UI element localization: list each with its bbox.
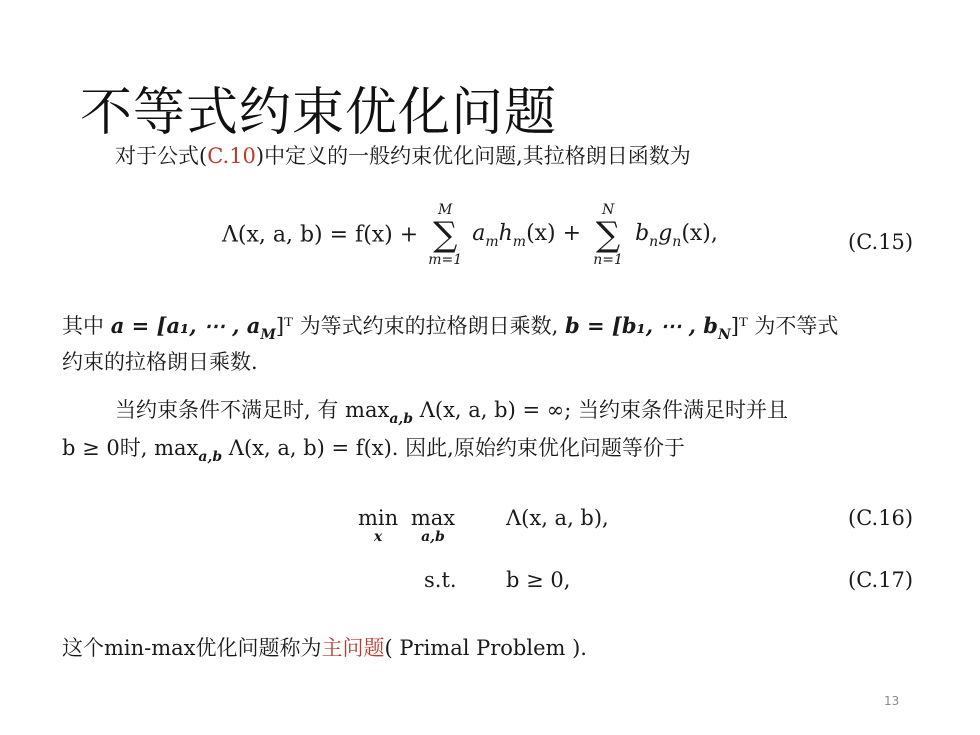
equation-c16 (358, 506, 455, 546)
equation-number-c15: (C.15) (848, 230, 914, 254)
equation-number-c16: (C.16) (848, 506, 914, 530)
intro-paragraph (115, 138, 691, 174)
sum-symbol-n: N ∑ n=1 (593, 202, 623, 268)
min-operator: min x (358, 506, 399, 545)
eq15-term2: $b_ng_n(x)$, (635, 220, 718, 250)
vector-a: a = [a₁, ⋯ , $a_M$ (110, 313, 276, 343)
primal-problem-term: 主问题 (321, 636, 385, 660)
page-number: 13 (884, 694, 900, 708)
eq17-expression: b ≥ 0, (506, 568, 571, 592)
eq15-lhs: Λ(x, a, b) = f(x) + (222, 222, 419, 248)
eq16-expression: Λ(x, a, b), (506, 506, 609, 530)
sum-symbol-m: M ∑ m=1 (428, 202, 463, 268)
eq15-term1: $a_mh_m(x)$ + (472, 220, 582, 250)
conclusion-paragraph: 这个min-max优化问题称为主问题( Primal Problem ). (62, 636, 587, 660)
max-operator: max a,b (410, 506, 456, 545)
equation-reference-link[interactable]: C.10 (207, 144, 256, 168)
multiplier-paragraph-line2: 约束的拉格朗日乘数. (62, 350, 258, 374)
subject-to-label: s.t. (424, 568, 457, 592)
intro-after: )中定义的一般约束优化问题,其拉格朗日函数为 (255, 144, 691, 168)
slide-title: 不等式约束优化问题 (80, 83, 558, 143)
condition-paragraph-line2: b ≥ 0时, $\max_{a,b} \Lambda(x$, a, b) = f(x). 因此,原始约束优化问题等价于 (62, 436, 685, 465)
equation-number-c17: (C.17) (848, 568, 914, 592)
vector-b: b = [b₁, ⋯ , $b_N$ (564, 313, 731, 343)
intro-before: 对于公式( (115, 144, 208, 168)
multiplier-paragraph-line1: 其中 a = [a₁, ⋯ , $a_M]ᵀ$ 为等式约束的拉格朗日乘数, b = [b₁, ⋯ , $b_N]ᵀ$ 为不等式 (62, 313, 839, 343)
condition-paragraph-line1: 当约束条件不满足时, 有 $\max_{a,b} \Lambda(x$, a, b) = ∞; 当约束条件满足时并且 (115, 398, 788, 427)
equation-c15 (222, 202, 718, 268)
